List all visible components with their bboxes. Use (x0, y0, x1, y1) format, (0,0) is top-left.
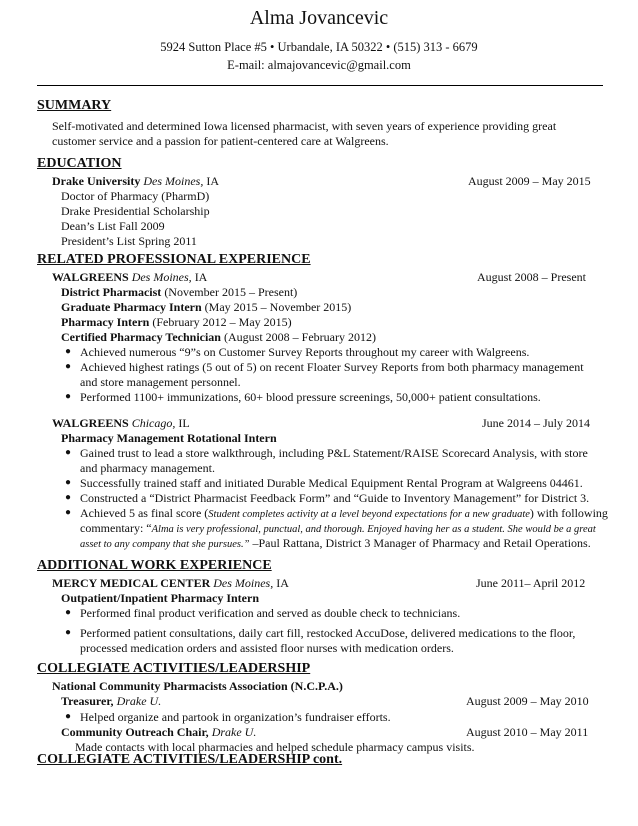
education-school-line (52, 174, 219, 189)
role-dates: (November 2015 – Present) (164, 285, 298, 299)
collegiate-dates: August 2009 – May 2010 (466, 694, 589, 708)
education-item: Drake Presidential Scholarship (61, 204, 210, 218)
employer-state: IL (178, 416, 190, 430)
collegiate-location: Drake U. (116, 694, 162, 708)
contact-email: E-mail: almajovancevic@gmail.com (227, 58, 411, 72)
bullet-quote: asset to any company that she pursues.” (80, 539, 250, 550)
bullet-icon: ● (65, 627, 72, 638)
employer-city: Chicago, (131, 416, 176, 430)
employer-state: IA (194, 270, 208, 284)
bullet-text: –Paul Rattana, District 3 Manager of Pharmacy and Retail Operations. (249, 536, 591, 550)
bullet-text: Achieved 5 as final score ( (80, 506, 209, 520)
bullet-text: Performed patient consultations, daily cart fill, restocked AccuDose, delivered medications to the floor, (80, 626, 576, 640)
job-dates: June 2014 – July 2014 (482, 416, 590, 430)
bullet-text: Achieved numerous “9”s on Customer Survey Reports throughout my career with Walgreens. (80, 345, 530, 359)
bullet-text: and store management personnel. (80, 375, 241, 389)
collegiate-role: Treasurer, (61, 694, 114, 708)
bullet-text: commentary: “ (80, 521, 152, 535)
bullet-text: ) with following (529, 506, 608, 520)
collegiate-location: Drake U. (211, 725, 257, 739)
school-name: Drake University (52, 174, 141, 188)
header-divider (37, 85, 603, 86)
job-dates: August 2008 – Present (477, 270, 586, 284)
bullet-icon: ● (65, 507, 72, 518)
related-experience-heading: RELATED PROFESSIONAL EXPERIENCE (37, 252, 311, 267)
job-employer-line (52, 416, 190, 431)
employer-name: MERCY MEDICAL CENTER (52, 576, 211, 590)
collegiate-cont-heading: COLLEGIATE ACTIVITIES/LEADERSHIP cont. (37, 752, 343, 767)
bullet-icon: ● (65, 477, 72, 488)
bullet-icon: ● (65, 711, 72, 722)
bullet-text-line (80, 506, 608, 521)
role-title: Pharmacy Intern (61, 315, 150, 329)
education-item: President’s List Spring 2011 (61, 234, 197, 248)
role-dates: (August 2008 – February 2012) (223, 330, 376, 344)
role-dates: (February 2012 – May 2015) (152, 315, 292, 329)
role-line (61, 300, 351, 315)
employer-city: Des Moines, (131, 270, 192, 284)
bullet-text: and pharmacy management. (80, 461, 215, 475)
role-line (61, 315, 292, 330)
collegiate-text: Made contacts with local pharmacies and helped schedule pharmacy campus visits. (75, 740, 475, 754)
bullet-text-line (80, 521, 596, 536)
education-item: Dean’s List Fall 2009 (61, 219, 165, 233)
bullet-text: Constructed a “District Pharmacist Feedback Form” and “Guide to Inventory Management” for District 3. (80, 491, 590, 505)
bullet-text: Gained trust to lead a store walkthrough, including P&L Statement/RAISE Scorecard Analysis, with store (80, 446, 588, 460)
bullet-quote: Student completes activity at a level beyond expectations for a new graduate (208, 509, 530, 520)
bullet-icon: ● (65, 361, 72, 372)
job-dates: June 2011– April 2012 (476, 576, 586, 590)
role-line (61, 285, 297, 300)
employer-name: WALGREENS (52, 416, 129, 430)
bullet-icon: ● (65, 391, 72, 402)
role-title: Outpatient/Inpatient Pharmacy Intern (61, 591, 259, 605)
employer-city: Des Moines, (213, 576, 274, 590)
employer-state: IA (276, 576, 289, 590)
bullet-text: Successfully trained staff and initiated Durable Medical Equipment Rental Program at Walgreens 04461. (80, 476, 583, 490)
applicant-name: Alma Jovancevic (249, 7, 389, 29)
summary-heading: SUMMARY (37, 98, 112, 113)
organization-name: National Community Pharmacists Association (N.C.P.A.) (52, 679, 343, 693)
bullet-icon: ● (65, 492, 72, 503)
collegiate-dates: August 2010 – May 2011 (466, 725, 589, 739)
bullet-icon: ● (65, 447, 72, 458)
role-title: Pharmacy Management Rotational Intern (61, 431, 277, 445)
additional-experience-heading: ADDITIONAL WORK EXPERIENCE (37, 558, 272, 573)
education-heading: EDUCATION (37, 156, 122, 171)
collegiate-role-line (61, 725, 256, 740)
role-title: Graduate Pharmacy Intern (61, 300, 202, 314)
role-dates: (May 2015 – November 2015) (204, 300, 352, 314)
contact-address: 5924 Sutton Place #5 • Urbandale, IA 50322 • (515) 313 - 6679 (160, 40, 478, 54)
school-state: IA (206, 174, 219, 188)
summary-line: Self-motivated and determined Iowa licensed pharmacist, with seven years of experience providing great (52, 119, 557, 133)
collegiate-heading: COLLEGIATE ACTIVITIES/LEADERSHIP (37, 661, 311, 676)
role-line (61, 330, 376, 345)
summary-line: customer service and a passion for patient-centered care at Walgreens. (52, 134, 389, 148)
bullet-text: Achieved highest ratings (5 out of 5) on recent Floater Survey Reports from both pharmacy management (80, 360, 584, 374)
education-item: Doctor of Pharmacy (PharmD) (61, 189, 210, 203)
bullet-text: Performed 1100+ immunizations, 60+ blood pressure screenings, 50,000+ patient consultations. (80, 390, 541, 404)
bullet-icon: ● (65, 346, 72, 357)
role-title: Certified Pharmacy Technician (61, 330, 221, 344)
employer-name: WALGREENS (52, 270, 129, 284)
bullet-quote: Alma is very professional, punctual, and thorough. Enjoyed having her as a student. She would be a great (151, 524, 596, 535)
school-city: Des Moines, (143, 174, 204, 188)
job-employer-line (52, 270, 207, 285)
role-title: District Pharmacist (61, 285, 162, 299)
education-dates: August 2009 – May 2015 (468, 174, 591, 188)
bullet-text: Helped organize and partook in organization’s fundraiser efforts. (80, 710, 391, 724)
bullet-text: processed medication orders and assisted floor nurses with medication orders. (80, 641, 454, 655)
bullet-text-line (80, 536, 591, 551)
bullet-icon: ● (65, 607, 72, 618)
collegiate-role: Community Outreach Chair, (61, 725, 209, 739)
collegiate-role-line (61, 694, 161, 709)
job-employer-line (52, 576, 289, 591)
bullet-text: Performed final product verification and served as double check to technicians. (80, 606, 461, 620)
